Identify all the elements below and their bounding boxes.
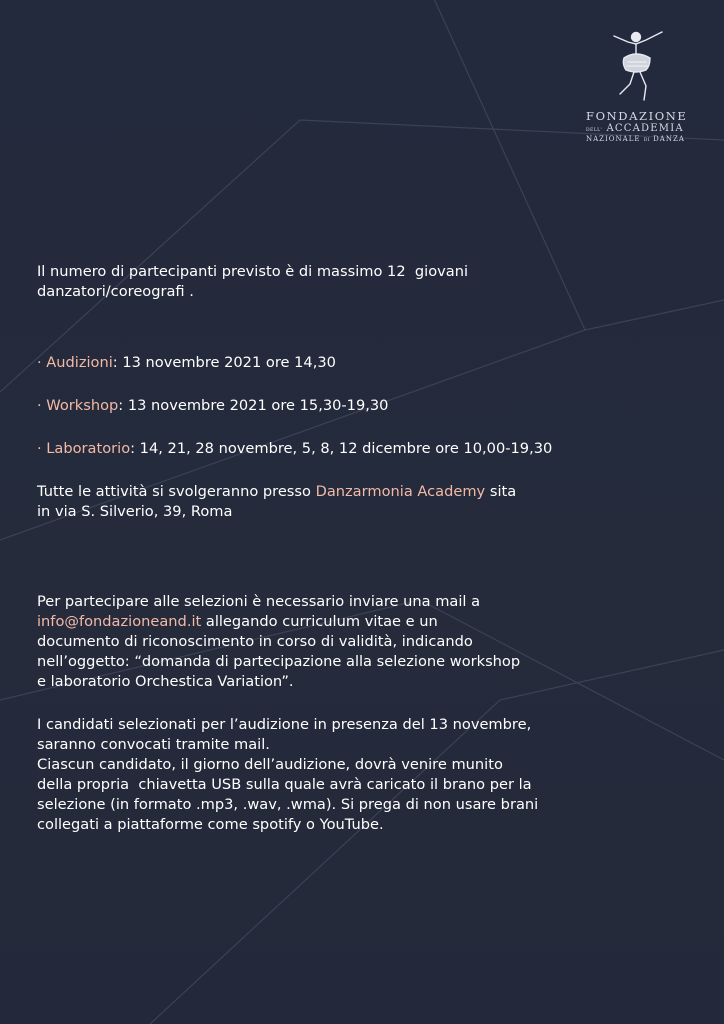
schedule-laboratorio xyxy=(37,439,597,459)
selected-line-6: collegati a piattaforme come spotify o YouTube. xyxy=(37,816,384,833)
bullet-workshop: · xyxy=(37,397,42,414)
logo-di: DI xyxy=(643,137,650,143)
detail-audizioni: : 13 novembre 2021 ore 14,30 xyxy=(112,354,336,371)
schedule-audizioni xyxy=(37,353,597,373)
application-line-1: Per partecipare alle selezioni è necessario inviare una mail a xyxy=(37,593,481,610)
selected-line-5: selezione (in formato .mp3, .wav, .wma). Si prega di non usare brani xyxy=(37,796,539,813)
content-body xyxy=(37,262,597,835)
detail-workshop: : 13 novembre 2021 ore 15,30-19,30 xyxy=(118,397,389,414)
email-link[interactable]: info@fondazioneand.it xyxy=(37,613,202,630)
foundation-logo xyxy=(578,28,698,148)
label-audizioni: Audizioni xyxy=(46,354,113,371)
logo-accademia: ACCADEMIA xyxy=(606,122,684,134)
logo-dell: DELL' xyxy=(586,127,603,133)
bullet-audizioni: · xyxy=(37,354,42,371)
detail-laboratorio: : 14, 21, 28 novembre, 5, 8, 12 dicembre ore 10,00-19,30 xyxy=(130,440,553,457)
selected-line-4: della propria chiavetta USB sulla quale avrà caricato il brano per la xyxy=(37,776,532,793)
schedule-workshop xyxy=(37,396,597,416)
selected-line-3: Ciascun candidato, il giorno dell’audizione, dovrà venire munito xyxy=(37,756,503,773)
logo-line-fondazione: FONDAZIONE xyxy=(586,109,688,123)
label-laboratorio: Laboratorio xyxy=(46,440,131,457)
label-workshop: Workshop xyxy=(46,397,119,414)
logo-nazionale: NAZIONALE xyxy=(586,134,641,143)
selected-line-1: I candidati selezionati per l’audizione in presenza del 13 novembre, xyxy=(37,716,532,733)
logo-text xyxy=(586,111,687,143)
venue-address: in via S. Silverio, 39, Roma xyxy=(37,503,233,520)
intro-paragraph xyxy=(37,262,597,302)
logo-line-nazionale xyxy=(586,136,687,144)
dancer-logo-icon xyxy=(606,28,670,108)
venue-paragraph xyxy=(37,482,597,522)
application-line-3: documento di riconoscimento in corso di validità, indicando xyxy=(37,633,473,650)
intro-line-2: danzatori/coreografi . xyxy=(37,283,194,300)
venue-after: sita xyxy=(485,483,517,500)
logo-line-accademia xyxy=(586,124,687,134)
application-line-4: nell’oggetto: “domanda di partecipazione alla selezione workshop xyxy=(37,653,521,670)
bullet-laboratorio: · xyxy=(37,440,42,457)
application-line-2: allegando curriculum vitae e un xyxy=(201,613,438,630)
selected-paragraph xyxy=(37,715,597,835)
selected-line-2: saranno convocati tramite mail. xyxy=(37,736,270,753)
application-paragraph xyxy=(37,592,597,692)
venue-name: Danzarmonia Academy xyxy=(315,483,486,500)
logo-danza: DANZA xyxy=(653,134,685,143)
application-line-5: e laboratorio Orchestica Variation”. xyxy=(37,673,294,690)
intro-line-1: Il numero di partecipanti previsto è di massimo 12 giovani xyxy=(37,263,469,280)
venue-before: Tutte le attività si svolgeranno presso xyxy=(37,483,316,500)
